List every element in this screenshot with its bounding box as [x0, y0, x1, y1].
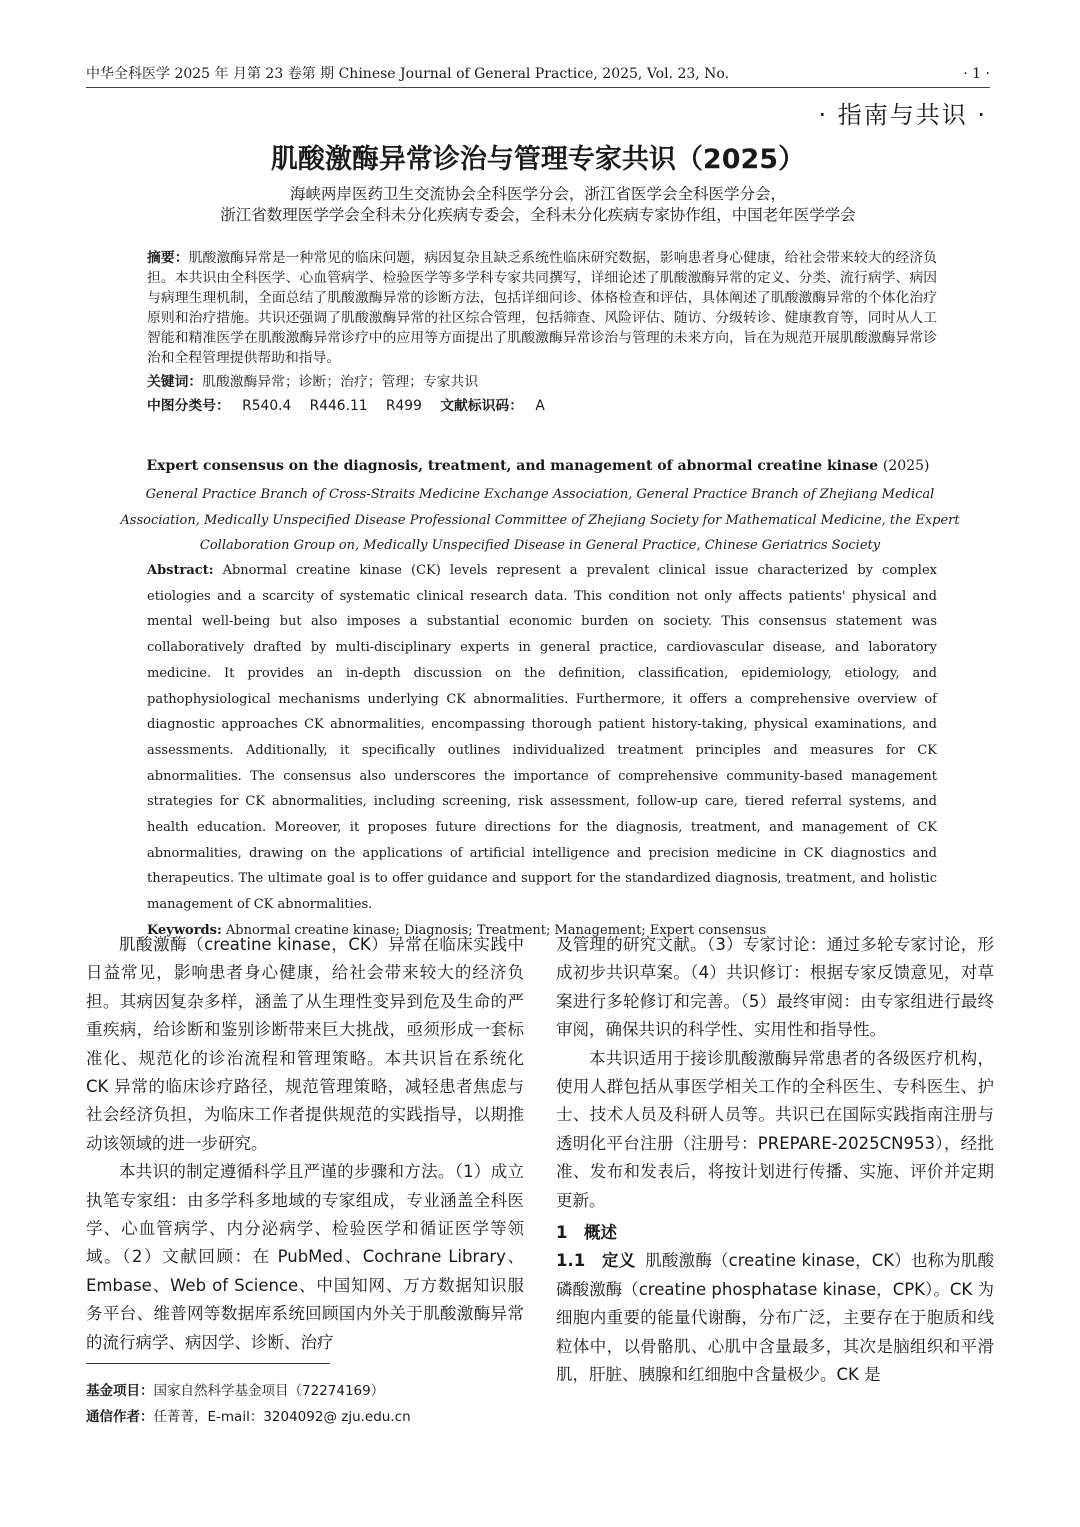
abstract-cn: [147, 248, 937, 416]
abstract-en-label: Abstract:: [147, 563, 214, 578]
abstract-en: [147, 558, 937, 944]
authors-line-2: 浙江省数理医学学会全科未分化疾病专委会，全科未分化疾病专家协作组，中国老年医学学会: [220, 206, 856, 224]
subsection-heading: 1.1 定义: [556, 1251, 636, 1271]
doc-label: 文献标识码：: [440, 398, 524, 414]
subsection-text: 肌酸激酶（creatine kinase，CK）也称为肌酸磷酸激酶（creatine phosphatase kinase，CPK）。CK 为细胞内重要的能量代谢酶，分布广泛，主要存在于胞质和线粒体中，以骨骼肌、心肌中含量最多，其次是脑组织和平滑肌，肝脏、胰腺和红细胞中含量极少。CK 是: [556, 1251, 994, 1385]
running-header: [86, 63, 990, 85]
abstract-cn-text: 肌酸激酶异常是一种常见的临床问题，病因复杂且缺乏系统性临床研究数据，影响患者身心健康，给社会带来较大的经济负担。本共识由全科医学、心血管病学、检验医学等多学科专家共同撰写，详细论述了肌酸激酶异常的定义、分类、流行病学、病因与病理生理机制，全面总结了肌酸激酶异常的诊断方法，包括详细问诊、体格检查和评估，具体阐述了肌酸激酶异常的个体化治疗原则和治疗措施。共识还强调了肌酸激酶异常的社区综合管理，包括筛查、风险评估、随访、分级转诊、健康教育等，同时从人工智能和精准医学在肌酸激酶异常诊疗中的应用等方面提出了肌酸激酶异常诊治与管理的未来方向，旨在为规范开展肌酸激酶异常诊治和全程管理提供帮助和指导。: [147, 250, 938, 366]
keywords-cn: [147, 372, 937, 392]
abstract-cn-body: [147, 248, 937, 368]
english-title-text: Expert consensus on the diagnosis, treatment, and management of abnormal creatine kinase: [146, 458, 879, 474]
corr-text: 任菁菁，E-mail：3204092@ zju.edu.cn: [153, 1409, 411, 1425]
doc-code: A: [535, 398, 545, 414]
section-heading: 1 概述: [556, 1223, 617, 1243]
class-label: 中图分类号：: [147, 398, 230, 414]
footnote-rule: [86, 1363, 330, 1364]
journal-citation: 中华全科医学 2025 年 月第 23 卷第 期 Chinese Journal of General Practice, 2025, Vol. 23, No.: [86, 66, 730, 82]
authors-cn: [86, 184, 990, 226]
keywords-en-text: Abnormal creatine kinase; Diagnosis; Treatment; Management; Expert consensus: [225, 922, 767, 938]
section-tag: · 指南与共识 ·: [818, 101, 987, 129]
abstract-en-text: Abnormal creatine kinase (CK) levels represent a prevalent clinical issue characterized by complex etiologies and a scarcity of systematic clinical research data. This condition not only affects patients' physical and mental well-being but also imposes a substantial economic burden on society. This consensus statement was collaboratively drafted by multi-disciplinary experts in general practice, cardiovascular disease, and laboratory medicine. It provides an in-depth discussion on the definition, classification, epidemiology, etiology, and pathophysiological mechanisms underlying CK abnormalities. Furthermore, it offers a comprehensive overview of diagnostic approaches CK abnormalities, encompassing thorough patient history-taking, physical examinations, and assessments. Additionally, it specifically outlines individualized treatment principles and measures for CK abnormalities. The consensus also underscores the importance of comprehensive community-based management strategies for CK abnormalities, including screening, risk assessment, follow-up care, tiered referral systems, and health education. Moreover, it proposes future directions for the diagnosis, treatment, and management of CK abnormalities, drawing on the applications of artificial intelligence and precision medicine in CK diagnostics and therapeutics. The ultimate goal is to offer guidance and support for the standardized diagnosis, treatment, and holistic management of CK abnormalities.: [147, 563, 937, 913]
english-title: [86, 456, 990, 476]
english-authors: General Practice Branch of Cross-Straits Medicine Exchange Association, General Practice Branch of Zhejiang Medical Association, Medically Unspecified Disease Professional Committee of Zhejiang Society for Mathematical Medicine, the Expert Collaboration Group on, Medically Unspecified Disease in General Practice, Chinese Geriatrics Society: [120, 487, 960, 553]
body-paragraph: 本共识的制定遵循科学且严谨的步骤和方法。（1）成立执笔专家组：由多学科多地域的专家组成，专业涵盖全科医学、心血管病学、内分泌病学、检验医学和循证医学等领域。（2）文献回顾：在 PubMed、Cochrane Library、Embase、Web of Science、中国知网、万方数据知识服务平台、维普网等数据库系统回顾国内外关于肌酸激酶异常的流行病学、病因学、诊断、治疗: [86, 1162, 524, 1352]
article-title: 肌酸激酶异常诊治与管理专家共识（2025）: [270, 144, 806, 175]
keywords-cn-text: 肌酸激酶异常；诊断；治疗；管理；专家共识: [202, 374, 479, 390]
body-column-right: [556, 931, 994, 1390]
keywords-cn-label: 关键词：: [147, 374, 203, 390]
abstract-en-body: [147, 558, 937, 918]
authors-line-1: 海峡两岸医药卫生交流协会全科医学分会，浙江省医学会全科医学分会，: [289, 185, 786, 203]
english-title-year: (2025): [882, 458, 930, 474]
class-code: R540.4: [242, 398, 292, 414]
abstract-cn-label: 摘要：: [147, 250, 189, 266]
page-number: · 1 ·: [963, 66, 990, 82]
corresponding-author-note: [86, 1404, 524, 1430]
fund-text: 国家自然科学基金项目（72274169）: [153, 1383, 385, 1399]
body-paragraph: 及管理的研究文献。（3）专家讨论：通过多轮专家讨论，形成初步共识草案。（4）共识修订：根据专家反馈意见，对草案进行多轮修订和完善。（5）最终审阅：由专家组进行最终审阅，确保共识的科学性、实用性和指导性。: [556, 935, 994, 1040]
class-code: R446.11: [309, 398, 368, 414]
body-paragraph: 本共识适用于接诊肌酸激酶异常患者的各级医疗机构，使用人群包括从事医学相关工作的全科医生、专科医生、护士、技术人员及科研人员等。共识已在国际实践指南注册与透明化平台注册（注册号：PREPARE-2025CN953），经批准、发布和发表后，将按计划进行传播、实施、评价并定期更新。: [556, 1048, 994, 1210]
footnotes: [86, 1378, 524, 1430]
class-code: R499: [385, 398, 422, 414]
corr-label: 通信作者：: [86, 1409, 154, 1425]
body-column-left: [86, 931, 524, 1357]
fund-note: [86, 1378, 524, 1404]
keywords-en-label: Keywords:: [147, 922, 222, 938]
body-paragraph: 肌酸激酶（creatine kinase，CK）异常在临床实践中日益常见，影响患者身心健康，给社会带来较大的经济负担。其病因复杂多样，涵盖了从生理性变异到危及生命的严重疾病，给诊断和鉴别诊断带来巨大挑战，亟须形成一套标准化、规范化的诊治流程和管理策略。本共识旨在系统化 CK 异常的临床诊疗路径，规范管理策略，减轻患者焦虑与社会经济负担，为临床工作者提供规范的实践指导，以期推动该领域的进一步研究。: [86, 935, 524, 1153]
subsection-definition: [556, 1247, 994, 1389]
header-rule: [86, 87, 990, 88]
classification-line: [147, 396, 937, 416]
fund-label: 基金项目：: [86, 1383, 154, 1399]
